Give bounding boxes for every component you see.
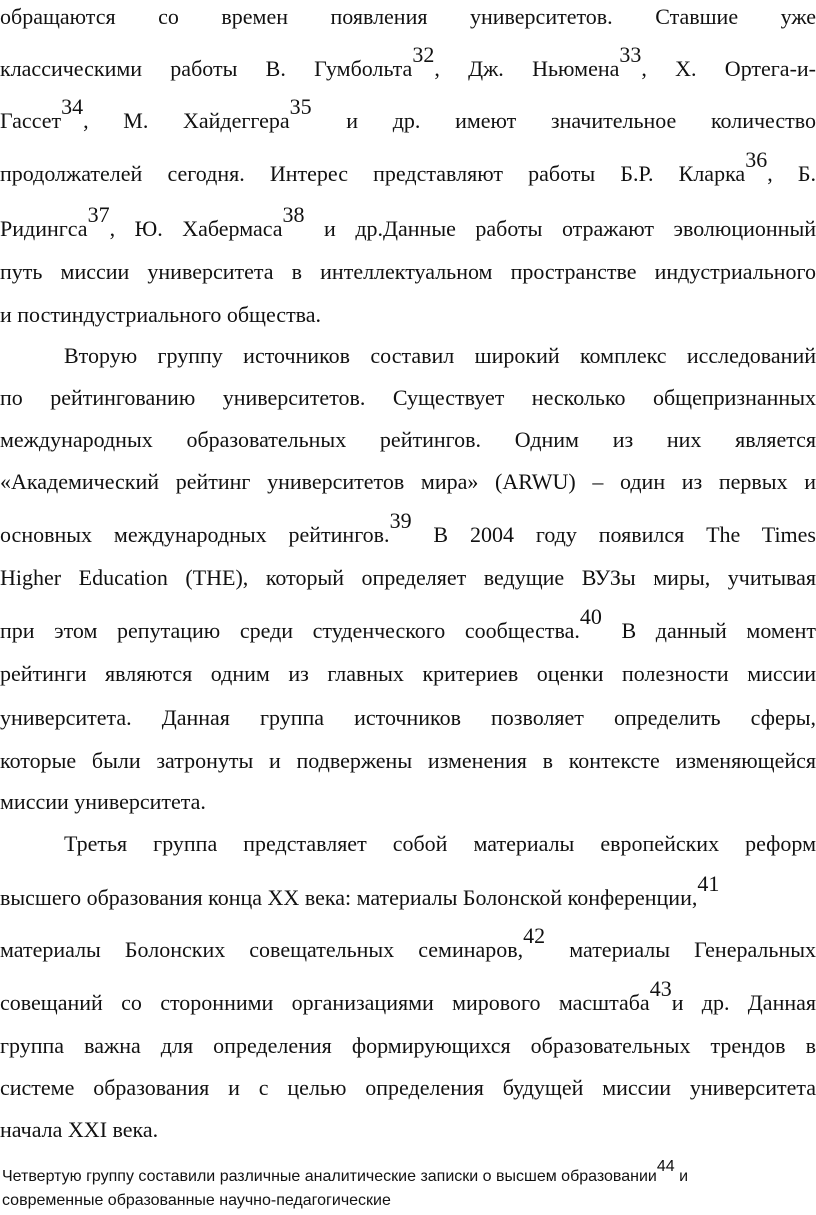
- text-run: основных международных рейтингов.: [0, 522, 390, 547]
- text-run: и др. имеют значительное количество: [311, 108, 816, 133]
- paragraph-3-line-6: [0, 1073, 816, 1103]
- text-run: Вторую группу источников составил широкий комплекс исследований: [64, 343, 816, 368]
- text-run: Higher Education (THE), который определяет ведущие ВУЗы миры, учитывая: [0, 565, 816, 590]
- footnote-line-1: [2, 1158, 814, 1189]
- text-run: университета. Данная группа источников позволяет определить сферы,: [0, 705, 816, 730]
- text-run: системе образования и с целью определения будущей миссии университета: [0, 1075, 816, 1100]
- footnote-ref-32[interactable]: 32: [412, 42, 435, 67]
- paragraph-3-line-1: [64, 829, 816, 859]
- text-run: совещаний со сторонними организациями мирового масштаба: [0, 990, 650, 1015]
- footnote-ref-39[interactable]: 39: [389, 508, 412, 533]
- text-run: Третья группа представляет собой материалы европейских реформ: [64, 831, 816, 856]
- paragraph-2-line-1: [64, 341, 816, 371]
- text-run: и др.Данные работы отражают эволюционный: [304, 216, 816, 241]
- footnote-ref-34[interactable]: 34: [61, 94, 84, 119]
- paragraph-1-line-2: [0, 42, 816, 84]
- text-run: и: [674, 1168, 689, 1185]
- text-run: классическими работы В. Гумбольта: [0, 56, 413, 81]
- text-run: рейтинги являются одним из главных критериев оценки полезности миссии: [0, 661, 816, 686]
- paragraph-2-line-4: [0, 467, 816, 497]
- paragraph-3-line-3: [0, 923, 816, 965]
- paragraph-2-line-9: [0, 703, 816, 733]
- paragraph-3-line-7: [0, 1115, 816, 1145]
- footnote-ref-36[interactable]: 36: [745, 147, 768, 172]
- paragraph-1-line-5: [0, 202, 816, 244]
- paragraph-1-line-7: [0, 300, 816, 330]
- text-run: Гассет: [0, 108, 62, 133]
- footnote-ref-42[interactable]: 42: [523, 923, 546, 948]
- text-run: при этом репутацию среди студенческого сообщества.: [0, 618, 580, 643]
- text-run: миссии университета.: [0, 789, 206, 814]
- text-run: , Х. Ортега-и-: [641, 56, 816, 81]
- text-run: и др. Данная: [671, 990, 816, 1015]
- text-run: , Дж. Ньюмена: [434, 56, 620, 81]
- paragraph-2-line-2: [0, 383, 816, 413]
- text-run: путь миссии университета в интеллектуальном пространстве индустриального: [0, 259, 816, 284]
- text-run: В данный момент: [601, 618, 816, 643]
- text-run: Ридингса: [0, 216, 88, 241]
- footnote-ref-33[interactable]: 33: [619, 42, 642, 67]
- text-run: международных образовательных рейтингов. Одним из них является: [0, 427, 816, 452]
- paragraph-2-line-3: [0, 425, 816, 455]
- text-run: продолжателей сегодня. Интерес представляют работы Б.Р. Кларка: [0, 161, 746, 186]
- paragraph-2-line-8: [0, 659, 816, 689]
- paragraph-2-line-11: [0, 787, 816, 817]
- text-run: материалы Генеральных: [545, 937, 816, 962]
- paragraph-3-line-2: [0, 871, 816, 913]
- text-run: , Ю. Хабермаса: [109, 216, 283, 241]
- text-run: начала XXI века.: [0, 1117, 159, 1142]
- text-run: и постиндустриального общества.: [0, 302, 322, 327]
- text-run: которые были затронуты и подвержены изменения в контексте изменяющейся: [0, 748, 816, 773]
- paragraph-2-line-10: [0, 746, 816, 776]
- paragraph-1-line-4: [0, 147, 816, 189]
- footnote-ref-38[interactable]: 38: [282, 202, 305, 227]
- text-run: группа важна для определения формирующихся образовательных трендов в: [0, 1033, 816, 1058]
- paragraph-3-line-4: [0, 976, 816, 1018]
- paragraph-1-line-3: [0, 94, 816, 136]
- text-run: высшего образования конца XX века: материалы Болонской конференции,: [0, 885, 698, 910]
- footnote-ref-35[interactable]: 35: [289, 94, 312, 119]
- paragraph-2-line-5: [0, 508, 816, 550]
- paragraph-1-line-6: [0, 257, 816, 287]
- text-run: Четвертую группу составили различные аналитические записки о высшем образовании: [2, 1168, 657, 1185]
- footnote-ref-43[interactable]: 43: [649, 976, 672, 1001]
- text-run: по рейтингованию университетов. Существует несколько общепризнанных: [0, 385, 816, 410]
- text-run: материалы Болонских совещательных семинаров,: [0, 937, 524, 962]
- text-run: , М. Хайдеггера: [83, 108, 290, 133]
- paragraph-2-line-7: [0, 604, 816, 646]
- text-run: современные образованные научно-педагогические: [2, 1192, 391, 1209]
- footnote-ref-44[interactable]: 44: [656, 1158, 675, 1175]
- text-run: , Б.: [767, 161, 816, 186]
- text-run: В 2004 году появился The Times: [411, 522, 816, 547]
- text-run: «Академический рейтинг университетов мира» (ARWU) – один из первых и: [0, 469, 816, 494]
- footnote-ref-40[interactable]: 40: [579, 604, 602, 629]
- paragraph-2-line-6: [0, 563, 816, 593]
- text-run: обращаются со времен появления университетов. Ставшие уже: [0, 4, 816, 29]
- footnote-ref-37[interactable]: 37: [87, 202, 110, 227]
- footnote-ref-41[interactable]: 41: [697, 871, 720, 896]
- footnote-line-2: [2, 1189, 814, 1213]
- paragraph-3-line-5: [0, 1031, 816, 1061]
- paragraph-1-line-1: [0, 2, 816, 32]
